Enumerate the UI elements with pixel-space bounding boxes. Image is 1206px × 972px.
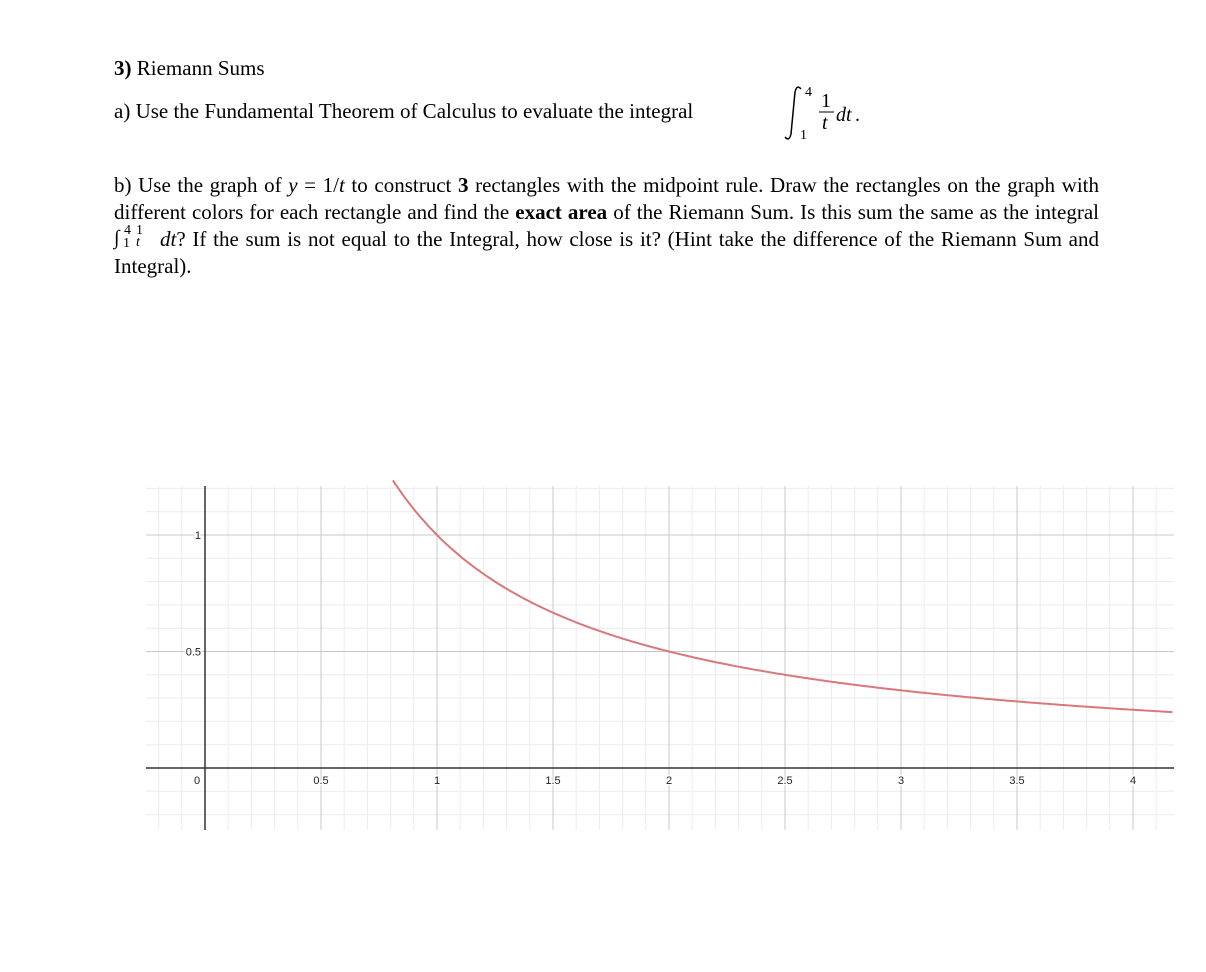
inline-integral-numerator: 1 [136,223,143,238]
y-tick-label: 1 [194,530,201,542]
x-tick-label: 2.5 [777,775,793,787]
exact-area-bold: exact area [515,200,608,224]
eq-mid: = 1/ [297,173,339,197]
inline-integral-dt: dt [160,227,177,251]
integral-period: . [855,104,860,126]
graph-plot [146,478,1174,830]
eq-t: t [338,173,345,197]
part-b-text-2: to construct [344,173,458,197]
x-tick-label: 0 [193,775,201,787]
part-a-text: a) Use the Fundamental Theorem of Calculus to evaluate the integral [114,99,694,123]
part-b-text-3: rectangles with the midpoint rule. Draw the rectangles on the graph with different colors for each rectangle and find the [114,173,1099,224]
x-tick-label: 1 [433,775,441,787]
y-tick-label: 0.5 [185,646,201,659]
x-tick-label: 1.5 [545,775,561,787]
part-b-text-4: of the Riemann Sum. Is this sum the same as the integral [607,200,1099,224]
x-tick-label: 3.5 [1009,775,1025,787]
inline-integral-upper: 4 [124,223,131,238]
definite-integral [784,84,874,144]
problem-heading [114,56,265,81]
rectangle-count: 3 [457,173,469,197]
part-b-text-1: b) Use the graph of [114,173,289,197]
inline-integral-lower: 1 [123,236,130,251]
x-tick-label: 0.5 [313,775,329,787]
eq-y: y [288,173,298,197]
integral-sign [785,87,801,139]
problem-number: 3) [114,56,132,80]
x-tick-label: 3 [897,775,905,787]
integral-differential: dt [836,104,852,126]
inline-integral-sign: ∫ [114,227,120,249]
x-tick-label: 4 [1129,775,1137,787]
part-b-paragraph [114,172,1099,280]
integral-upper-limit: 4 [805,85,812,100]
problem-title: Riemann Sums [136,56,265,80]
integral-lower-limit: 1 [800,128,807,143]
function-curve [393,480,1173,712]
integrand-numerator: 1 [821,90,831,112]
integrand-denominator: t [822,112,828,134]
part-b-text-5: ? If the sum is not equal to the Integral, how close is it? (Hint take the difference of the Riemann Sum and Integral). [114,227,1099,278]
x-tick-label: 2 [665,775,673,787]
inline-integral [114,223,160,251]
inline-integral-denominator: t [136,235,140,250]
